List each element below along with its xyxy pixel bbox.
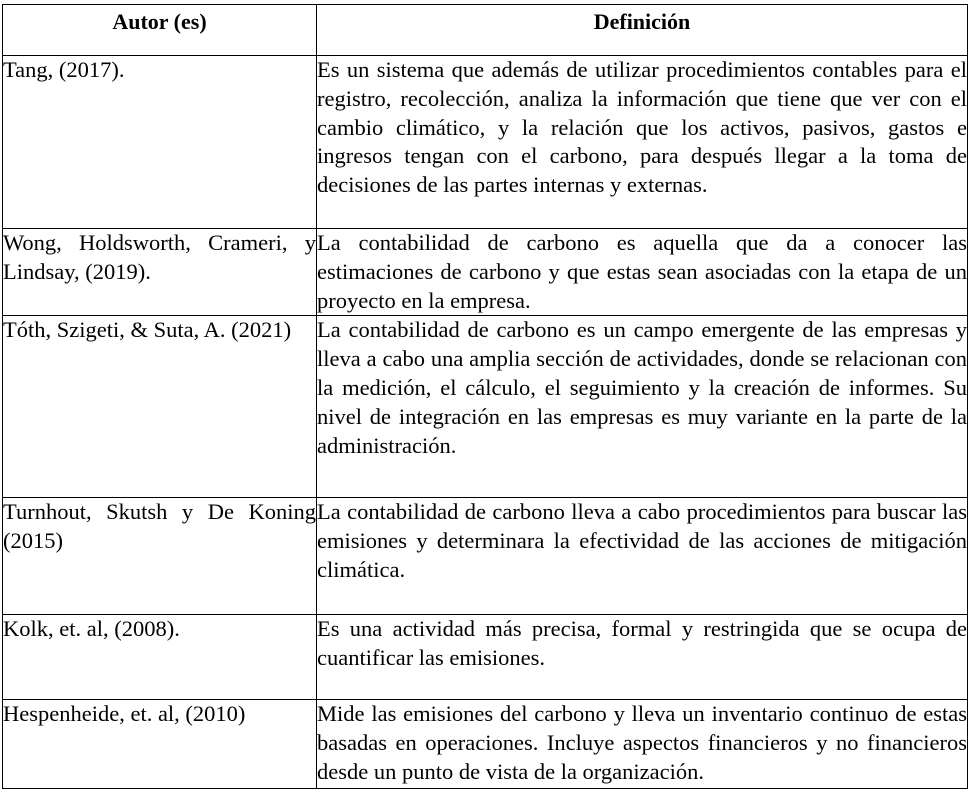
definition-cell: La contabilidad de carbono es un campo emergente de las empresas y lleva a cabo una amplia sección de actividades, donde se relacionan con la medición, el cálculo, el seguimiento y la creación de informes. Su nivel de integración en las empresas es muy variante en la parte de la administración. <box>317 316 968 498</box>
author-cell: Tóth, Szigeti, & Suta, A. (2021) <box>3 316 317 498</box>
table-row <box>3 615 968 700</box>
definition-cell: Es una actividad más precisa, formal y restringida que se ocupa de cuantificar las emisiones. <box>317 615 968 700</box>
header-row <box>3 5 968 56</box>
table-row <box>3 229 968 316</box>
table-row <box>3 700 968 789</box>
header-author: Autor (es) <box>3 5 317 56</box>
author-cell: Tang, (2017). <box>3 56 317 229</box>
definition-cell: La contabilidad de carbono lleva a cabo procedimientos para buscar las emisiones y determinara la efectividad de las acciones de mitigación climática. <box>317 498 968 615</box>
header-definition: Definición <box>317 5 968 56</box>
definition-cell: Mide las emisiones del carbono y lleva un inventario continuo de estas basadas en operaciones. Incluye aspectos financieros y no financieros desde un punto de vista de la organización. <box>317 700 968 789</box>
definition-cell: La contabilidad de carbono es aquella que da a conocer las estimaciones de carbono y que estas sean asociadas con la etapa de un proyecto en la empresa. <box>317 229 968 316</box>
author-cell: Kolk, et. al, (2008). <box>3 615 317 700</box>
definitions-table <box>2 4 968 789</box>
author-cell: Hespenheide, et. al, (2010) <box>3 700 317 789</box>
table-row <box>3 498 968 615</box>
author-cell: Turnhout, Skutsh y De Koning (2015) <box>3 498 317 615</box>
table-row <box>3 316 968 498</box>
author-cell: Wong, Holdsworth, Crameri, y Lindsay, (2019). <box>3 229 317 316</box>
definition-cell: Es un sistema que además de utilizar procedimientos contables para el registro, recolección, analiza la información que tiene que ver con el cambio climático, y la relación que los activos, pasivos, gastos e ingresos tengan con el carbono, para después llegar a la toma de decisiones de las partes internas y externas. <box>317 56 968 229</box>
table-row <box>3 56 968 229</box>
